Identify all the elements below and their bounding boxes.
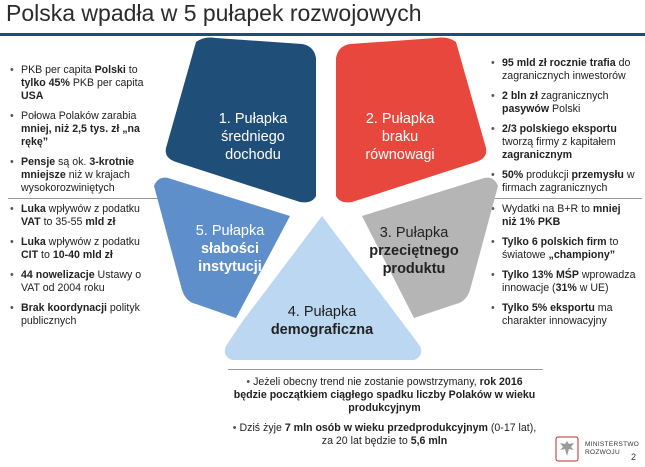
fact-text: VAT <box>21 216 41 228</box>
fact-text: USA <box>21 90 44 102</box>
fact-text: Ustawy o VAT od 2004 roku <box>21 269 142 294</box>
fact-text: są ok. <box>55 156 90 168</box>
trap5-name-line1: słabości <box>200 241 260 257</box>
fact-text: Jeżeli obecny trend nie zostanie powstrzymany, <box>253 376 480 388</box>
trap3-name-line1: przeciętnego <box>369 243 459 259</box>
trap4-label <box>262 303 382 339</box>
fact-text: Pensje <box>21 156 56 168</box>
fact-text: to <box>125 64 138 76</box>
page-number: 2 <box>631 452 637 462</box>
fact-text: polityk publicznych <box>21 302 140 327</box>
trap3-label <box>354 224 474 278</box>
fact-text: PKB per capita <box>21 64 95 76</box>
fact-text: w UE) <box>576 282 609 294</box>
fact-text: to 35-55 <box>40 216 86 228</box>
fact-text: 2 bln zł <box>502 90 538 102</box>
fact-text: w firmach zagranicznych <box>502 169 635 194</box>
fact-text: 2/3 polskiego eksportu <box>502 123 617 135</box>
fact-text: 7 mln osób w wieku przedprodukcyjnym <box>284 422 488 434</box>
fact-text: mniej niż 1% PKB <box>502 203 621 228</box>
trap2-label <box>350 110 450 164</box>
fact-text: (0-17 lat), za 20 lat będzie to <box>321 422 537 447</box>
fact-text: ma charakter innowacyjny <box>502 302 613 327</box>
trap2-name-line2: równowagi <box>365 147 435 163</box>
trap4-number: 4. Pułapka <box>287 304 357 320</box>
fact-text: Polski <box>549 103 581 115</box>
fact-text: do zagranicznych inwestorów <box>502 57 631 82</box>
fact-text: pasywów <box>502 103 550 115</box>
page-title: Polska wpadła w 5 pułapek rozwojowych <box>6 0 422 26</box>
fact-text: niż w krajach wysokorozwiniętych <box>21 169 130 194</box>
fact-text: produkcji <box>523 169 572 181</box>
fact-text: 95 mld zł rocznie trafia <box>502 57 616 69</box>
fact-text: tworzą firmy z kapitałem <box>502 136 616 148</box>
fact-text: wprowadza innowacje ( <box>502 269 636 294</box>
trap1-name-line1: średniego <box>221 129 285 145</box>
trap1-name-line2: dochodu <box>225 147 281 163</box>
fact-text: Połowa Polaków zarabia <box>21 110 137 122</box>
fact-text: Luka <box>21 203 46 215</box>
fact-text: Tylko 13% MŚP <box>502 269 579 281</box>
fact-text: 5,6 mln <box>410 435 448 447</box>
ministry-logo-line2: ROZWOJU <box>585 449 620 456</box>
trap5-label <box>180 222 280 276</box>
fact-text: Dziś żyje <box>239 422 285 434</box>
ministry-logo-line1: MINISTERSTWO <box>585 441 640 448</box>
fact-text: Luka <box>21 236 46 248</box>
eagle-emblem-icon <box>554 436 580 467</box>
fact-text: rok 2016 będzie początkiem ciągłego spadku liczby Polaków w wieku produkcyjnym <box>233 376 536 414</box>
trap3-name-line2: produktu <box>382 261 446 277</box>
fact-text: Wydatki na B+R to <box>502 203 593 215</box>
fact-text: 10-40 mld zł <box>52 249 113 261</box>
trap5-number: 5. Pułapka <box>195 223 265 239</box>
fact-text: tylko 45% <box>21 77 70 89</box>
fact-text: CIT <box>21 249 39 261</box>
fact-text: mld zł <box>85 216 116 228</box>
fact-text: 44 nowelizacje <box>21 269 95 281</box>
fact-text: 31% <box>555 282 577 294</box>
trap1-label <box>203 110 303 164</box>
trap5-name-line2: instytucji <box>198 259 262 275</box>
fact-text: mniej, niż 2,5 tys. zł „na rękę” <box>21 123 140 148</box>
fact-text: „championy” <box>548 249 616 261</box>
fact-text: wpływów z podatku <box>45 236 140 248</box>
fact-text: Polski <box>94 64 126 76</box>
trap1-number: 1. Pułapka <box>218 111 288 127</box>
fact-text: przemysłu <box>571 169 624 181</box>
fact-text: Tylko 6 polskich firm <box>502 236 607 248</box>
fact-text: PKB per capita <box>69 77 144 89</box>
fact-text: to światowe <box>502 236 619 261</box>
fact-text: Tylko 5% eksportu <box>502 302 595 314</box>
fact-text: Brak koordynacji <box>21 302 107 314</box>
fact-text: to <box>38 249 53 261</box>
trap3-number: 3. Pułapka <box>379 225 449 241</box>
fact-text: 50% <box>502 169 524 181</box>
fact-text: wpływów z podatku <box>45 203 140 215</box>
fact-text: zagranicznych <box>537 90 609 102</box>
trap4-name-line1: demograficzna <box>270 322 374 338</box>
fact-text: 3-krotnie mniejsze <box>21 156 135 181</box>
fact-text: zagranicznym <box>502 149 573 161</box>
trap2-name-line1: braku <box>381 129 419 145</box>
trap2-number: 2. Pułapka <box>365 111 435 127</box>
